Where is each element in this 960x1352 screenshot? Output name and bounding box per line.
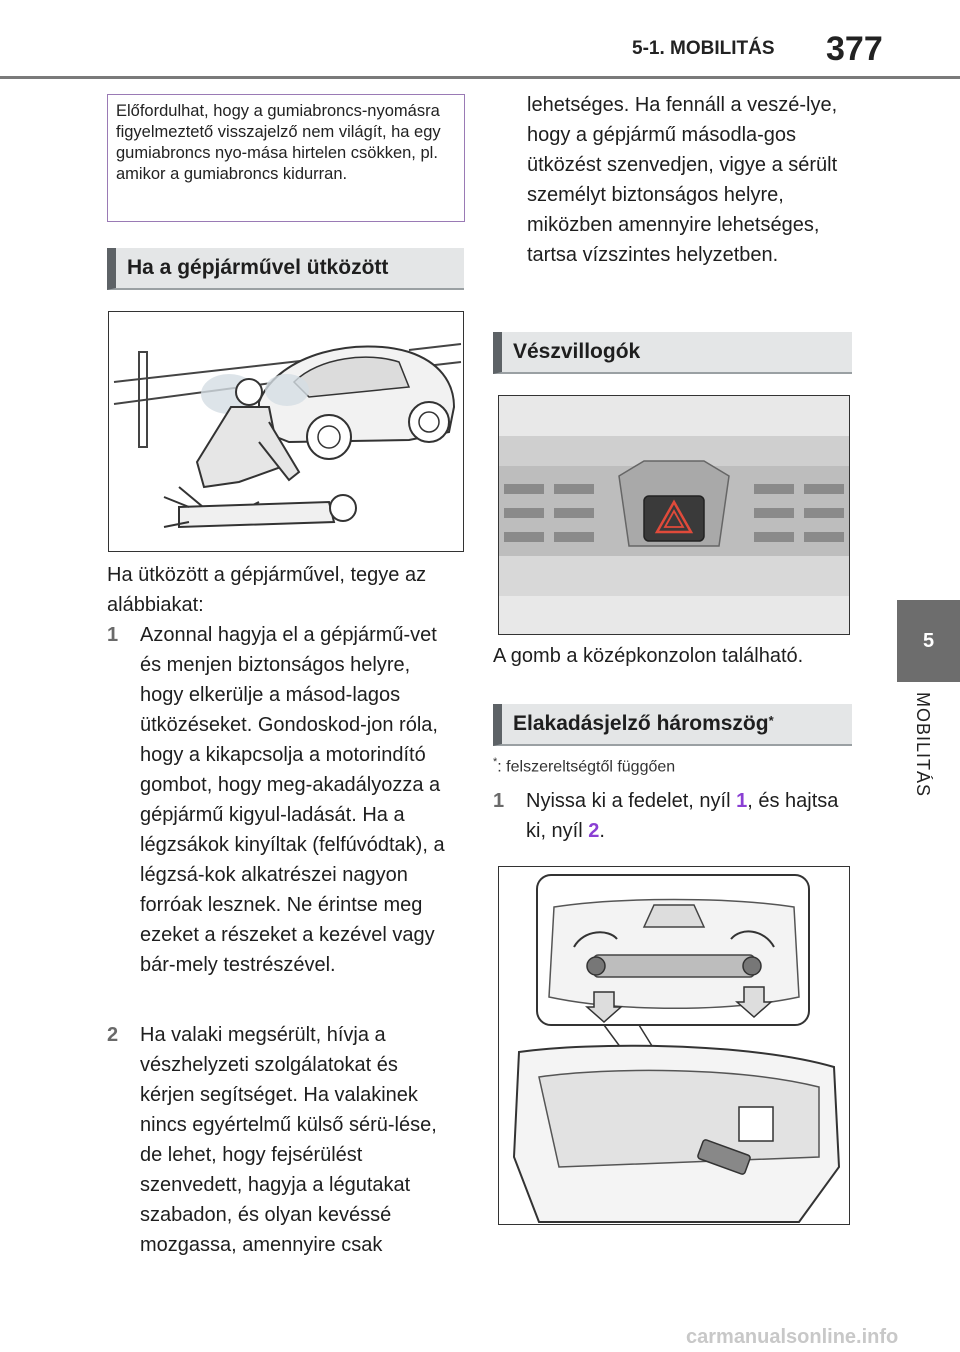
triangle-step-1 xyxy=(493,786,848,846)
watermark: carmanualsonline.info xyxy=(686,1326,899,1348)
note-box: Előfordulhat, hogy a gumiabroncs-nyomásra figyelmeztető visszajelző nem világít, ha egy gumiabroncs nyo-mása hirtelen csökken, pl. amikor a gumiabroncs kidurran. xyxy=(107,94,465,222)
section-heading-collision: Ha a gépjárművel ütközött xyxy=(107,248,464,290)
page-number: 377 xyxy=(826,30,883,68)
step-text: Nyissa ki a fedelet, nyíl 1, és hajtsa ki, nyíl 2. xyxy=(526,790,839,842)
collision-step-2 xyxy=(107,1020,454,1260)
chapter-tab[interactable] xyxy=(897,600,960,682)
footnote: *: felszereltségtől függően xyxy=(493,756,676,776)
collision-step-1 xyxy=(107,620,454,980)
arrow-2-label: 2 xyxy=(588,820,600,842)
arrow-1-label: 1 xyxy=(736,790,748,812)
chapter-number: 5 xyxy=(922,629,935,652)
section-heading-hazard: Vészvillogók xyxy=(493,332,852,374)
collision-intro: Ha ütközött a gépjárművel, tegye az alábbiakat: xyxy=(107,564,427,616)
hazard-button-illustration xyxy=(498,395,850,635)
step-number: 1 xyxy=(107,624,119,646)
header-rule xyxy=(0,76,960,79)
step-text: Azonnal hagyja el a gépjármű-vet és menjen biztonságos helyre, hogy elkerülje a másod-lagos ütközéseket. Gondoskod-jon róla, hogy a kikapcsolja a motorindító gombot, hogy meg-akadályozza a gépjármű kigyul-ladását. Ha a légzsákok kinyíltak (felfúvódtak), a légzsá-kok alkatrészei nagyon forróak lesznek. Ne érintse meg ezeket a részeket a kezével vagy bár-mely testrészével. xyxy=(140,624,445,976)
chapter-side-label: MOBILITÁS xyxy=(913,692,933,798)
header-section-title: 5-1. MOBILITÁS xyxy=(632,38,775,59)
step-text: Ha valaki megsérült, hívja a vészhelyzeti szolgálatokat és kérjen segítséget. Ha valakinek nincs egyértelmű külső sérü-lése, de lehet, hogy fejsérülést szenvedett, hagyja a légutakat szabadon, és olyan kevéssé mozgassa, amennyire csak xyxy=(140,1024,437,1256)
hazard-caption: A gomb a középkonzolon található. xyxy=(493,645,804,667)
heading-asterisk: * xyxy=(768,712,774,728)
trunk-lid-illustration xyxy=(498,866,850,1225)
step-number: 2 xyxy=(107,1024,119,1046)
collision-step-2-continuation: lehetséges. Ha fennáll a veszé-lye, hogy a gépjármű másodla-gos ütközést szenvedjen, vigye a sérült személyt biztonságos helyre, miközben amennyire lehetséges, tartsa vízszintes helyzetben. xyxy=(527,94,838,266)
step-number: 1 xyxy=(493,790,505,812)
collision-illustration xyxy=(108,311,464,552)
section-heading-warning-triangle: Elakadásjelző háromszög * xyxy=(493,704,852,746)
